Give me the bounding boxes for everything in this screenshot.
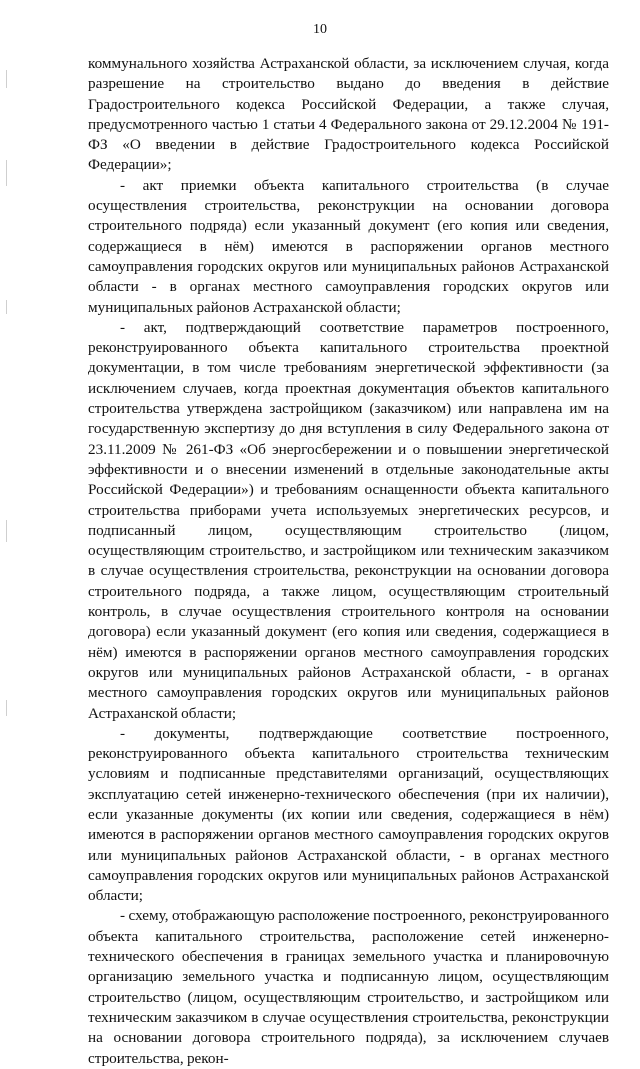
document-body: [88, 54, 609, 1069]
scan-mark: [6, 700, 7, 716]
paragraph-compliance-act: - акт, подтверждающий соответствие параметров построенного, реконструированного объекта капитального строительства проектной документации, в том числе требованиям энергетической эффективности (за исключением случаев, когда проектная документация объектов капитального строительства утверждена застройщиком (заказчиком) или направлена им на государственную экспертизу до дня вступления в силу Федерального закона от 23.11.2009 № 261-ФЗ «Об энергосбережении и о повышении энергетической эффективности и о внесении изменений в отдельные законодательные акты Российской Федерации») и требованиям оснащенности объекта капитального строительства приборами учета используемых энергетических ресурсов, и подписанный лицом, осуществляющим строительство (лицом, осуществляющим строительство, и застройщиком или техническим заказчиком в случае осуществления строительства, реконструкции на основании договора строительного подряда, а также лицом, осуществляющим строительный контроль, в случае осуществления строительного контроля на основании договора) если указанный документ (его копия или сведения, содержащиеся в нём) имеются в распоряжении органов местного самоуправления городских округов или муниципальных районов Астраханской области, - в органах местного самоуправления городских округов или муниципальных районов Астраханской области;: [88, 318, 609, 722]
scan-mark: [6, 300, 7, 314]
scan-mark: [6, 160, 7, 186]
paragraph-technical-conditions: - документы, подтверждающие соответствие построенного, реконструированного объекта капитального строительства техническим условиям и подписанные представителями организаций, осуществляющих эксплуатацию сетей инженерно-технического обеспечения (при их наличии), если указанные документы (их копии или сведения, содержащиеся в нём) имеются в распоряжении органов местного самоуправления городских округов или муниципальных районов Астраханской области, - в органах местного самоуправления городских округов или муниципальных районов Астраханской области;: [88, 724, 609, 905]
scan-mark: [6, 520, 7, 542]
paragraph-continuation: коммунального хозяйства Астраханской области, за исключением случая, когда разрешение на строительство выдано до введения в действие Градостроительного кодекса Российской Федерации, а также случая, предусмотренного частью 1 статьи 4 Федерального закона от 29.12.2004 № 191-ФЗ «О введении в действие Градостроительного кодекса Российской Федерации»;: [88, 55, 609, 174]
page-number: 10: [313, 22, 327, 37]
scan-margin-marks: [6, 0, 8, 905]
scan-mark: [6, 70, 7, 88]
paragraph-acceptance-act: - акт приемки объекта капитального строительства (в случае осуществления строительства, реконструкции на основании договора строительного подряда) если указанный документ (его копия или сведения, содержащиеся в нём) имеются в распоряжении органов местного самоуправления городских округов или муниципальных районов Астраханской области - в органах местного самоуправления городских округов или муниципальных районов Астраханской области;: [88, 176, 609, 316]
paragraph-site-scheme: - схему, отображающую расположение построенного, реконструированного объекта капитального строительства, расположение сетей инженерно-технического обеспечения в границах земельного участка и планировочную организацию земельного участка и подписанную лицом, осуществляющим строительство (лицом, осуществляющим строительство, и застройщиком или техническим заказчиком в случае осуществления строительства, реконструкции на основании договора строительного подряда), за исключением случаев строительства, рекон-: [88, 907, 609, 1067]
